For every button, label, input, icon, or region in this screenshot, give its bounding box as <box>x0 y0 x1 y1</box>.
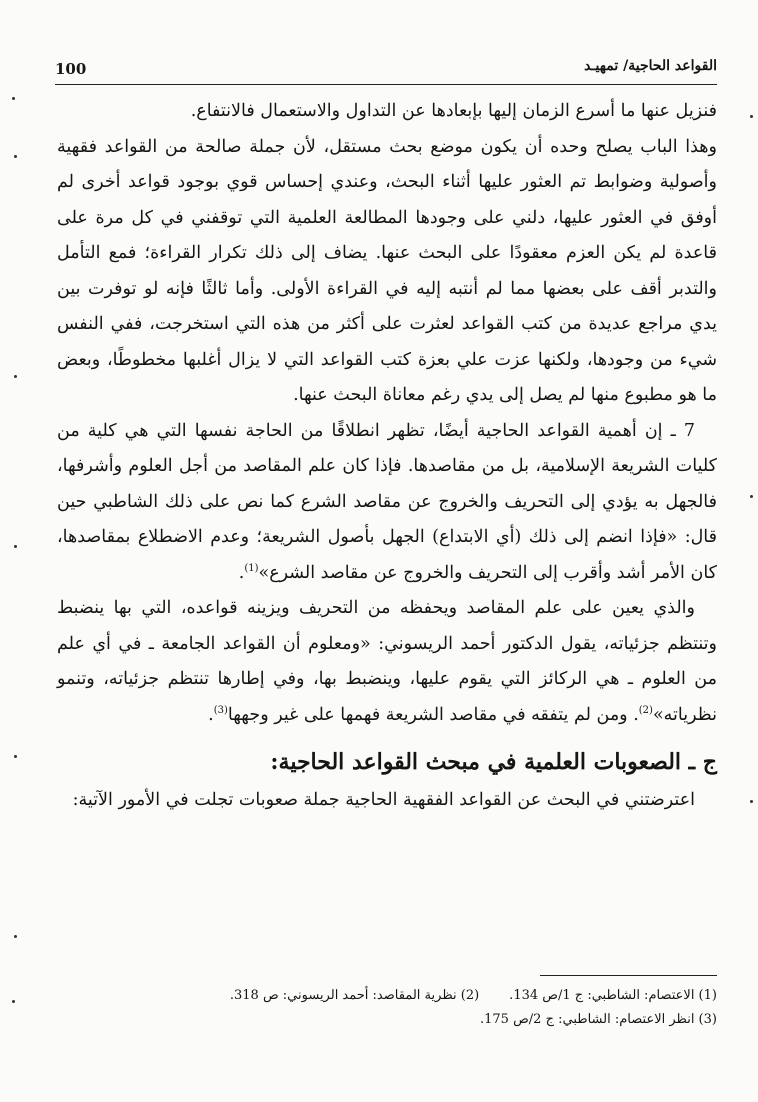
footnote-1: (1) الاعتصام: الشاطبي: ج 1/ص 134. <box>509 988 717 1003</box>
paragraph-text: والذي يعين على علم المقاصد ويحفظه من التحريف ويزينه قواعده، التي بها ينضبط وتنتظم جزئياته، يقول الدكتور أحمد الريسوني: «ومعلوم أن القواعد الجامعة ـ في أي علم من العلوم ـ هي الركائز التي يقوم عليها، وينضبط بها، وفي إطارها تنتظم جزئياته، وتنمو نظرياته» <box>57 598 717 725</box>
margin-dot <box>750 800 753 803</box>
paragraph: فنزيل عنها ما أسرع الزمان إليها بإبعادها عن التداول والاستعمال فالانتفاع. <box>190 101 717 121</box>
page-header <box>55 58 717 82</box>
paragraph-maqasid <box>57 591 717 733</box>
margin-dot <box>750 495 753 498</box>
margin-dot <box>14 155 17 158</box>
margin-dot <box>14 545 17 548</box>
footnotes <box>57 984 717 1032</box>
footnote-separator <box>540 975 717 976</box>
footnote-2: (2) نظرية المقاصد: أحمد الريسوني: ص 318. <box>229 988 480 1003</box>
margin-dot <box>12 1000 15 1003</box>
paragraph-text: 7 ـ إن أهمية القواعد الحاجية أيضًا، تظهر انطلاقًا من الحاجة نفسها التي هي كلية من كليات الشريعة الإسلامية، بل من مقاصدها. فإذا كان علم المقاصد من أجل العلوم وأشرفها، فالجهل به يؤدي إلى التحريف والخروج عن مقاصد الشرع كما نص على ذلك الشاطبي حين قال: «فإذا انضم إلى ذلك (أي الابتداع) الجهل بأصول الشريعة؛ وعدم الاضطلاع بمقاصدها، كان الأمر أشد وأقرب إلى التحريف والخروج عن مقاصد الشرع» <box>57 420 717 583</box>
footnote-line <box>57 1008 717 1032</box>
running-title: القواعد الحاجية/ تمهيـد <box>584 58 717 74</box>
section-heading: ج ـ الصعوبات العلمية في مبحث القواعد الحاجية: <box>270 749 717 775</box>
footnote-ref: (1) <box>244 562 259 574</box>
paragraph-importance <box>57 414 717 592</box>
footnote-3: (3) انظر الاعتصام: الشاطبي: ج 2/ص 175. <box>479 1012 717 1027</box>
period: . <box>208 704 214 725</box>
margin-dot <box>750 115 753 118</box>
paragraph: اعترضتني في البحث عن القواعد الفقهية الحاجية جملة صعوبات تجلت في الأمور الآتية: <box>72 790 695 810</box>
margin-dot <box>14 935 17 938</box>
paragraph-text: . ومن لم يتفقه في مقاصد الشريعة فهمها على غير وجهها <box>227 704 639 725</box>
margin-dot <box>14 755 17 758</box>
footnote-ref: (3) <box>213 704 228 716</box>
body-text <box>57 94 717 819</box>
header-rule <box>55 84 717 85</box>
paragraph: وهذا الباب يصلح وحده أن يكون موضع بحث مستقل، لأن جملة صالحة من القواعد فقهية وأصولية وضوابط تم العثور عليها أثناء البحث، وعندي إحساس قوي بوجود قواعد أخرى لم أوفق في العثور عليها، دلني على وجودها المطالعة العلمية التي توقفني في كل مرة على قاعدة لم يكن العزم معقودًا على البحث عنها. يضاف إلى ذلك تكرار القراءة؛ فمع التأمل والتدبر أقف على بعضها مما لم أنتبه إليه في القراءة الأولى. وأما ثالثًا فإنه لو توفرت بين يدي مراجع عديدة من كتب القواعد لعثرت على أكثر من هذه التي استخرجت، ففي النفس شيء من وجودها، ولكنها عزت علي بعزة كتب القواعد التي لا يزال أغلبها مخطوطًا، وبعض ما هو مطبوع منها لم يصل إلى يدي رغم معاناة البحث عنها. <box>57 136 717 405</box>
footnote-line <box>57 984 717 1008</box>
page-number: 100 <box>55 60 87 78</box>
footnote-ref: (2) <box>638 704 653 716</box>
margin-dot <box>14 375 17 378</box>
period: . <box>238 562 245 583</box>
margin-dot <box>12 97 15 100</box>
